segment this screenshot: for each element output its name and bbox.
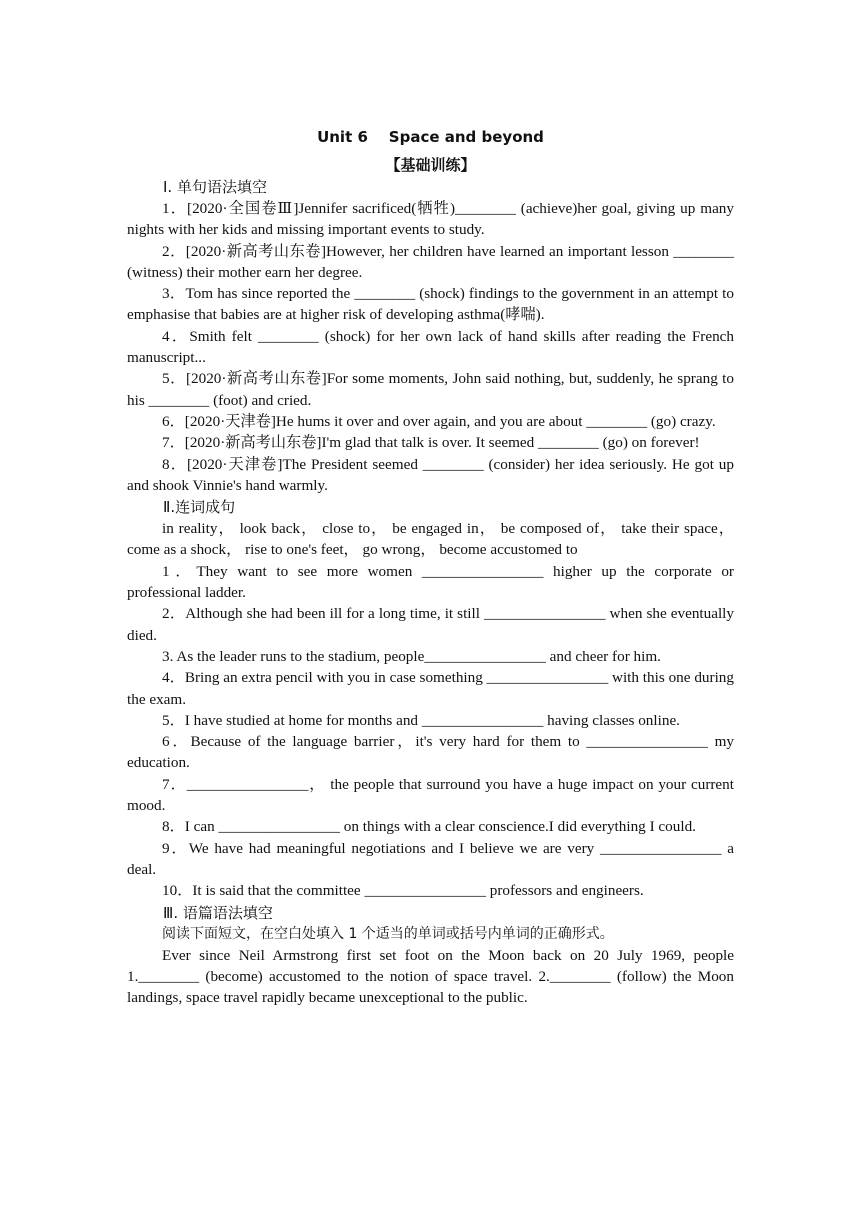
word-bank: in reality， look back， close to， be engaged in， be composed of， take their space， come as a shock， rise to one's feet， go wrong， become accustomed to — [127, 520, 734, 559]
question-item: 5．[2020·新高考山东卷]For some moments, John said nothing, but, suddenly, he sprang to his ________ (foot) and cried. — [127, 370, 734, 409]
passage-text: Ever since Neil Armstrong first set foot on the Moon back on 20 July 1969, people 1.________ (become) accustomed to the notion of space travel. 2.________ (follow) the Moon landings, space travel rapidly became unexceptional to the public. — [127, 946, 734, 1007]
section-1-heading: Ⅰ. 单句语法填空 — [163, 178, 267, 196]
question-item: 1．They want to see more women ________________ higher up the corporate or professional ladder. — [127, 562, 734, 602]
unit-title: Unit 6 Space and beyond — [317, 128, 544, 146]
question-item: 10．It is said that the committee ________________ professors and engineers. — [162, 882, 644, 900]
question-item: 2．[2020·新高考山东卷]However, her children have learned an important lesson ________ (witness) their mother earn her degree. — [127, 242, 734, 281]
document-content — [127, 126, 734, 1009]
question-item: 3．Tom has since reported the ________ (shock) findings to the government in an attempt to emphasise that babies are at higher risk of developing asthma(哮喘). — [127, 285, 734, 324]
question-item: 3. As the leader runs to the stadium, people________________ and cheer for him. — [162, 647, 661, 665]
question-item: 2．Although she had been ill for a long time, it still ________________ when she eventually died. — [127, 605, 734, 644]
section-3-instruction: 阅读下面短文，在空白处填入 1 个适当的单词或括号内单词的正确形式。 — [162, 925, 614, 942]
question-item: 1．[2020·全国卷Ⅲ]Jennifer sacrificed(牺牲)________ (achieve)her goal, giving up many nights with her kids and missing important events to study. — [127, 200, 734, 239]
question-item: 5．I have studied at home for months and ________________ having classes online. — [162, 711, 680, 729]
question-item: 8．[2020·天津卷]The President seemed ________ (consider) her idea seriously. He got up and shook Vinnie's hand warmly. — [127, 455, 734, 494]
question-item: 7．[2020·新高考山东卷]I'm glad that talk is over. It seemed ________ (go) on forever! — [162, 434, 700, 452]
question-item: 6．[2020·天津卷]He hums it over and over again, and you are about ________ (go) crazy. — [162, 412, 716, 430]
question-item: 7．________________， the people that surround you have a huge impact on your current mood. — [127, 775, 734, 815]
question-item: 4．Bring an extra pencil with you in case something ________________ with this one during the exam. — [127, 669, 734, 708]
question-item: 4．Smith felt ________ (shock) for her own lack of hand skills after reading the French manuscript... — [127, 327, 734, 367]
question-item: 9．We have had meaningful negotiations and I believe we are very ________________ a deal. — [127, 839, 734, 878]
question-item: 8．I can ________________ on things with a clear conscience.I did everything I could. — [162, 818, 696, 836]
section-3-heading: Ⅲ. 语篇语法填空 — [163, 903, 273, 922]
question-item: 6．Because of the language barrier，it's very hard for them to ________________ my education. — [127, 733, 734, 772]
training-subtitle: 【基础训练】 — [385, 156, 476, 174]
section-2-heading: Ⅱ.连词成句 — [163, 498, 236, 517]
